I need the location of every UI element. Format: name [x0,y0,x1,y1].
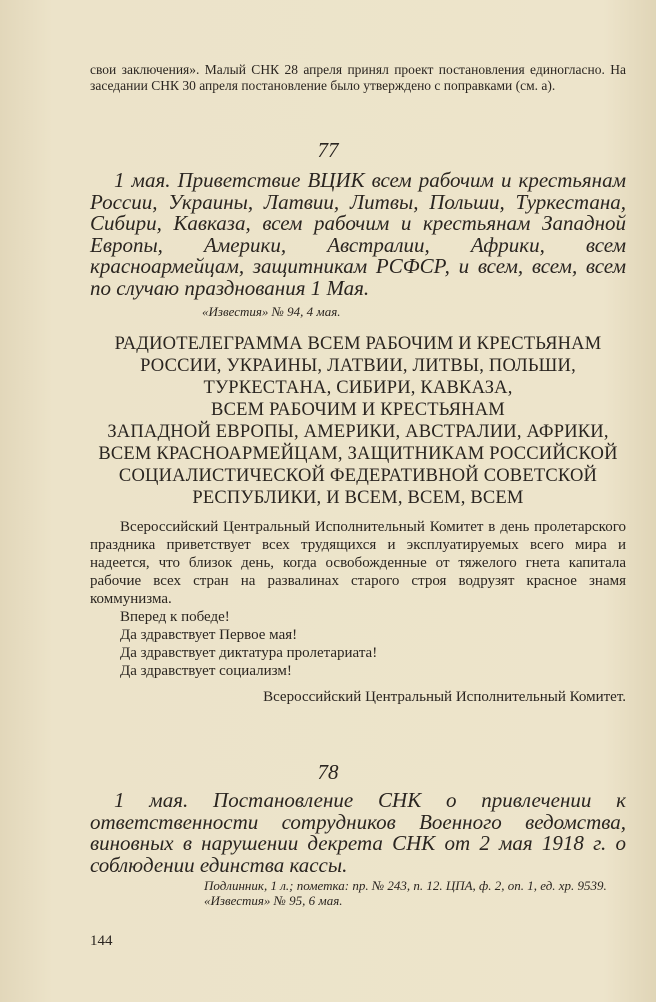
source-78-archive: Подлинник, 1 л.; пометка: пр. № 243, п. 12. ЦПА, ф. 2, оп. 1, ед. хр. 9539. [204,878,607,893]
body-paragraph: Всероссийский Центральный Исполнительный Комитет в день пролетарского праздника приветствует всех трудящихся и эксплуатируемых всего мира и надеется, что близок день, когда освобожденные от тяжелого гнета капитала рабочие всех стран на развалинах старого строя водрузят красное знамя коммунизма. [90,519,626,607]
document-heading-78 [90,790,626,876]
title-line: ВСЕМ РАБОЧИМ И КРЕСТЬЯНАМ [211,400,505,420]
heading-78-text: 1 мая. Постановление СНК о привлечении к ответственности сотрудников Военного ведомства, виновных в нарушении декрета СНК от 2 мая 1918 г. о соблюдении единства кассы. [90,788,626,877]
source-77 [202,305,602,320]
source-78-newspaper: «Известия» № 95, 6 мая. [204,892,343,908]
radiotelegram-title [80,333,636,509]
source-77-text: «Известия» № 94, 4 мая. [202,304,341,319]
slogan: Да здравствует диктатура пролетариата! [120,645,378,661]
source-78 [90,879,626,908]
intro-paragraph [90,62,626,94]
title-line: РЕСПУБЛИКИ, И ВСЕМ, ВСЕМ, ВСЕМ [192,488,524,508]
title-line: ТУРКЕСТАНА, СИБИРИ, КАВКАЗА, [203,378,513,398]
title-line: РАДИОТЕЛЕГРАММА ВСЕМ РАБОЧИМ И КРЕСТЬЯНАМ [114,334,602,354]
slogan: Да здравствует социализм! [120,663,292,679]
document-number-77: 77 [317,138,339,162]
title-line: ЗАПАДНОЙ ЕВРОПЫ, АМЕРИКИ, АВСТРАЛИИ, АФРИКИ, [107,422,609,442]
signature: Всероссийский Центральный Исполнительный Комитет. [263,689,626,705]
heading-77-text: 1 мая. Приветствие ВЦИК всем рабочим и крестьянам России, Украины, Латвии, Литвы, Польши, Туркестана, Сибири, Кавказа, всем рабочим и крестьянам Западной Европы, Америки, Австралии, Африки, всем красноармейцам, защитникам РСФСР, и всем, всем, всем по случаю празднования 1 Мая. [90,168,626,300]
intro-text: свои заключения». Малый СНК 28 апреля принял проект постановления единогласно. На заседании СНК 30 апреля постановление было утверждено с поправками (см. а). [90,62,626,93]
page-number: 144 [90,933,113,949]
slogan: Вперед к победе! [120,609,230,625]
telegram-body [90,518,626,706]
title-line: СОЦИАЛИСТИЧЕСКОЙ ФЕДЕРАТИВНОЙ СОВЕТСКОЙ [118,466,598,486]
slogan: Да здравствует Первое мая! [120,627,298,643]
title-line: РОССИИ, УКРАИНЫ, ЛАТВИИ, ЛИТВЫ, ПОЛЬШИ, [140,356,576,376]
title-line: ВСЕМ КРАСНОАРМЕЙЦАМ, ЗАЩИТНИКАМ РОССИЙСКОЙ [98,444,618,464]
document-number-78: 78 [317,760,339,784]
document-heading-77 [90,170,626,300]
